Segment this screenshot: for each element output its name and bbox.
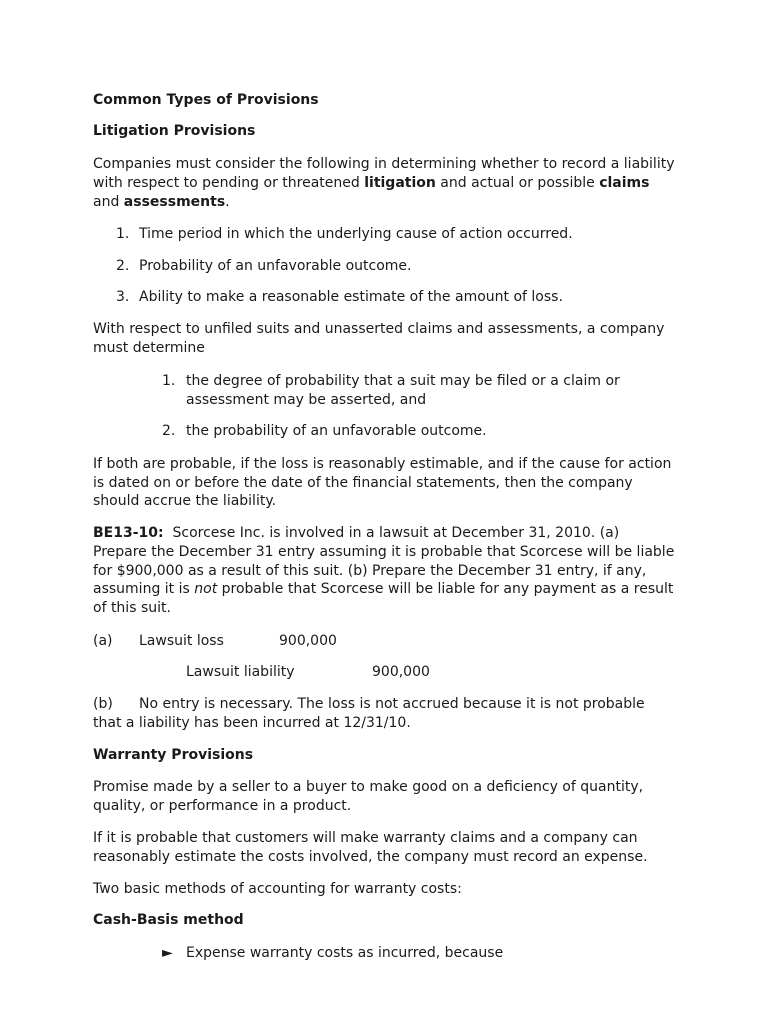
debit-account: Lawsuit loss — [139, 633, 224, 649]
paragraph-line — [93, 193, 230, 212]
entry-label: (a) — [93, 633, 113, 649]
paragraph-line: Promise made by a seller to a buyer to make good on a deficiency of quantity, — [93, 779, 644, 795]
paragraph-line — [93, 174, 649, 193]
text-run: and — [93, 194, 124, 210]
list-number: 1. — [162, 373, 176, 389]
italic-text-run: not — [194, 581, 218, 597]
bullet-item: Expense warranty costs as incurred, because — [186, 945, 504, 961]
bold-text-run: litigation — [364, 175, 436, 191]
section-heading-litigation: Litigation Provisions — [93, 123, 256, 139]
text-run: with respect to pending or threatened — [93, 175, 365, 191]
paragraph-line: must determine — [93, 340, 205, 356]
text-run: . — [225, 194, 230, 210]
entry-text: No entry is necessary. The loss is not accrued because it is not probable — [139, 696, 645, 712]
text-run: of this suit. — [93, 600, 171, 616]
entry-text: that a liability has been incurred at 12/31/10. — [93, 715, 411, 731]
paragraph-line — [93, 155, 675, 174]
paragraph-line: Two basic methods of accounting for warranty costs: — [93, 881, 462, 897]
subheading-cash-basis: Cash-Basis method — [93, 912, 244, 928]
paragraph-line: If both are probable, if the loss is reasonably estimable, and if the cause for action — [93, 456, 672, 472]
text-run: for $900,000 as a result of this suit. (b) Prepare the December 31 entry, if any, — [93, 563, 647, 579]
exercise-line — [93, 524, 619, 543]
list-item: the degree of probability that a suit may be filed or a claim or — [186, 373, 620, 389]
credit-account: Lawsuit liability — [186, 664, 295, 680]
bold-text-run: assessments — [123, 194, 226, 210]
paragraph-line: With respect to unfiled suits and unasserted claims and assessments, a company — [93, 321, 665, 337]
text-run: Prepare the December 31 entry assuming it is probable that Scorcese will be liable — [93, 544, 675, 560]
paragraph-line: reasonably estimate the costs involved, the company must record an expense. — [93, 849, 648, 865]
paragraph-line: is dated on or before the date of the financial statements, then the company — [93, 475, 633, 491]
exercise-line — [93, 562, 646, 581]
list-number: 2. — [116, 258, 130, 274]
paragraph-line: should accrue the liability. — [93, 493, 277, 509]
entry-label: (b) — [93, 696, 113, 712]
text-run: Companies must consider the following in determining whether to record a liability — [93, 156, 675, 172]
list-number: 1. — [116, 226, 130, 242]
exercise-line — [93, 599, 171, 618]
list-item: assessment may be asserted, and — [186, 392, 427, 408]
text-run: and actual or possible — [435, 175, 600, 191]
list-item: Time period in which the underlying cause of action occurred. — [139, 226, 573, 242]
section-heading-warranty: Warranty Provisions — [93, 747, 254, 763]
page-title: Common Types of Provisions — [93, 92, 319, 108]
text-run: probable that Scorcese will be liable for any payment as a result — [217, 581, 674, 597]
text-run: assuming it is — [93, 581, 195, 597]
paragraph-line: quality, or performance in a product. — [93, 798, 352, 814]
exercise-line — [93, 580, 673, 599]
bold-text-run: BE13-10: — [93, 525, 164, 541]
list-number: 3. — [116, 289, 130, 305]
list-item: the probability of an unfavorable outcome. — [186, 423, 487, 439]
paragraph-line: If it is probable that customers will make warranty claims and a company can — [93, 830, 638, 846]
list-item: Probability of an unfavorable outcome. — [139, 258, 412, 274]
list-number: 2. — [162, 423, 176, 439]
credit-amount: 900,000 — [372, 664, 430, 680]
triangle-bullet-icon: ► — [162, 945, 173, 961]
debit-amount: 900,000 — [279, 633, 337, 649]
text-run: Scorcese Inc. is involved in a lawsuit at December 31, 2010. (a) — [163, 525, 620, 541]
exercise-line — [93, 543, 674, 562]
bold-text-run: claims — [599, 175, 650, 191]
list-item: Ability to make a reasonable estimate of the amount of loss. — [139, 289, 563, 305]
